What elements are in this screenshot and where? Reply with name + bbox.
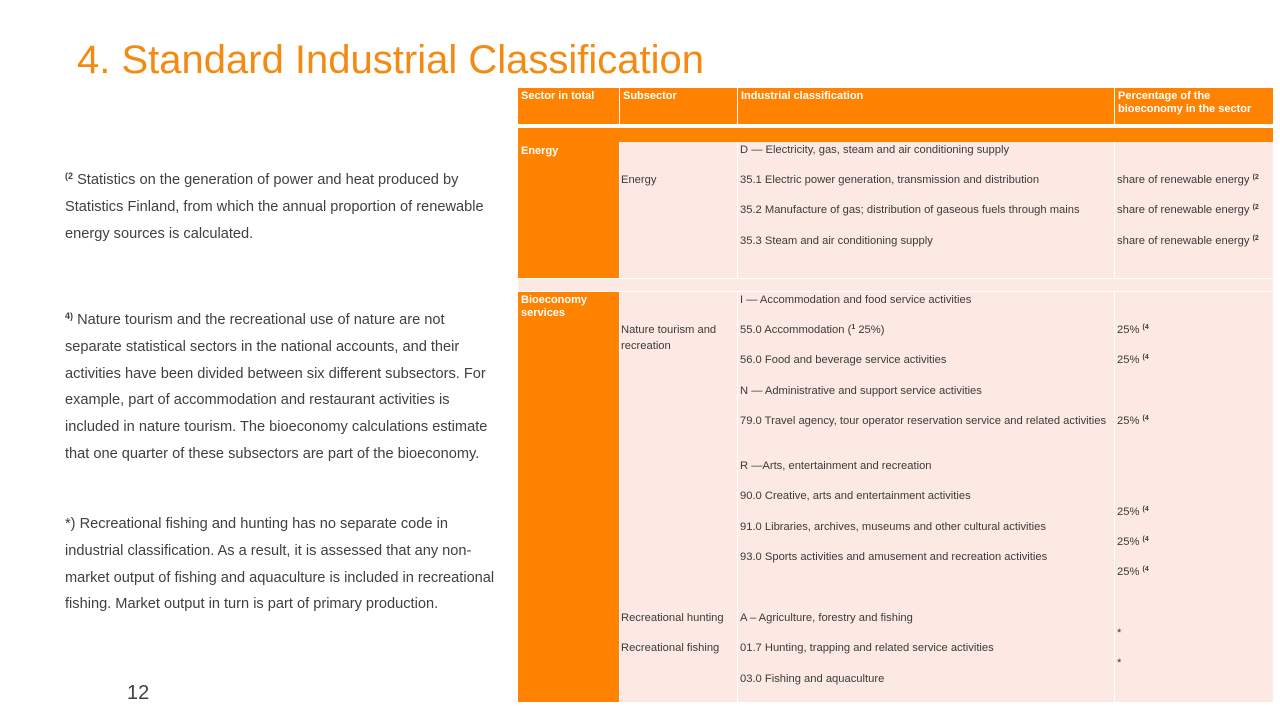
classification-label: 01.7 Hunting, trapping and related service activities (740, 642, 994, 654)
sector-energy (518, 142, 619, 278)
header-subsector: Subsector (620, 88, 737, 124)
percentage-label: share of renewable energy $^{(2}$ (1117, 235, 1259, 247)
header-sector: Sector in total (518, 88, 619, 124)
sector-label: Bioeconomy services (521, 294, 588, 319)
footnote-text: *) Recreational fishing and hunting has no separate code in industrial classification. As a result, it is assessed that any non-market output of fishing and aquaculture is included in recreational fishing. Market output in turn is part of primary production. (65, 516, 495, 613)
footnote-2 (65, 167, 501, 247)
footnote-marker: 4) (65, 311, 74, 321)
classification-label: 03.0 Fishing and aquaculture (740, 673, 885, 685)
footnote-4 (65, 307, 501, 468)
percentage-label: share of renewable energy $^{(2}$ (1117, 204, 1259, 216)
subsector-label: Energy (621, 174, 657, 186)
header-classification: Industrial classification (738, 88, 1114, 124)
classification-label: N — Administrative and support service activities (740, 385, 982, 397)
classification-label: 91.0 Libraries, archives, museums and other cultural activities (740, 521, 1046, 533)
slide-title: 4. Standard Industrial Classification (77, 38, 704, 82)
classification-label: I — Accommodation and food service activities (740, 294, 972, 306)
subsector-energy-cell (620, 142, 737, 278)
classification-label: 56.0 Food and beverage service activities (740, 354, 947, 366)
classification-label: D — Electricity, gas, steam and air conditioning supply (740, 144, 1010, 156)
percentage-label: 25% $^{(4}$ (1117, 566, 1149, 578)
footnote-text: Statistics on the generation of power and heat produced by Statistics Finland, from which the annual proportion of renewable energy sources is calculated. (65, 172, 484, 242)
classification-label: 93.0 Sports activities and amusement and recreation activities (740, 551, 1048, 563)
page-number: 12 (127, 682, 150, 704)
footnote-star (65, 511, 501, 618)
classification-label: 35.3 Steam and air conditioning supply (740, 235, 933, 247)
classification-label: 55.0 Accommodation ($^1$ 25%) (740, 324, 885, 336)
footnote-text: Nature tourism and the recreational use of nature are not separate statistical sectors in the national accounts, and their activities have been divided between six different subsectors. For example, part of accommodation and restaurant activities is included in nature tourism. The bioeconomy calculations estimate that one quarter of these subsectors are part of the bioeconomy. (65, 312, 488, 462)
row-separator (518, 279, 1273, 291)
sector-services (518, 292, 619, 702)
classification-label: 79.0 Travel agency, tour operator reservation service and related activities (740, 415, 1107, 427)
classification-label: 35.2 Manufacture of gas; distribution of gaseous fuels through mains (740, 204, 1080, 216)
percentage-label: 25% $^{(4}$ (1117, 506, 1149, 518)
footnote-marker: (2 (65, 171, 74, 181)
percentage-label: share of renewable energy $^{(2}$ (1117, 174, 1259, 186)
percentage-label: * (1117, 627, 1122, 639)
classification-table (518, 88, 1273, 702)
classification-label: 35.1 Electric power generation, transmission and distribution (740, 174, 1040, 186)
percentage-label: 25% $^{(4}$ (1117, 324, 1149, 336)
percentage-label: 25% $^{(4}$ (1117, 415, 1149, 427)
header-band (518, 128, 1273, 142)
percentage-label: * (1117, 657, 1122, 669)
percentage-label: 25% $^{(4}$ (1117, 354, 1149, 366)
classification-label: R —Arts, entertainment and recreation (740, 460, 932, 472)
subsector-label: Nature tourism and recreation (621, 324, 717, 352)
header-percentage: Percentage of the bioeconomy in the sector (1115, 88, 1273, 124)
percentage-label: 25% $^{(4}$ (1117, 536, 1149, 548)
classification-label: 90.0 Creative, arts and entertainment activities (740, 490, 971, 502)
subsector-label: Recreational fishing (621, 642, 720, 654)
sector-label: Energy (521, 145, 559, 157)
classification-label: A – Agriculture, forestry and fishing (740, 612, 913, 624)
subsector-label: Recreational hunting (621, 612, 724, 624)
